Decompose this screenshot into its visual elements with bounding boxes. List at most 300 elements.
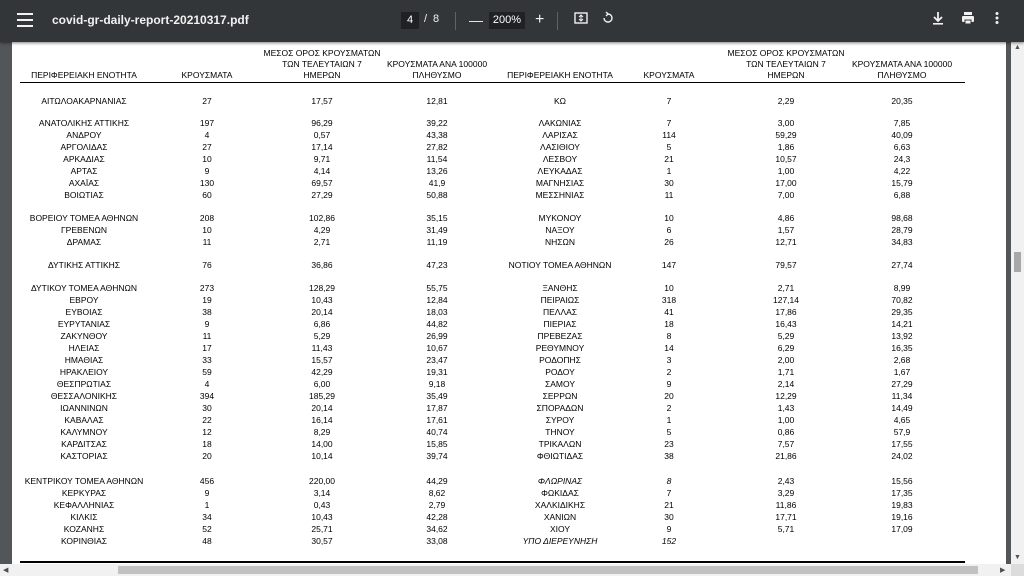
header-per100k-right-l1: ΚΡΟΥΣΜΑΤΑ ΑΝΑ 100000 [851, 59, 953, 69]
right-cell-per100k: 20,35 [891, 96, 913, 106]
left-cell-avg7: 5,29 [313, 331, 331, 341]
right-cell-avg7: 2,71 [777, 283, 795, 293]
left-cell-avg7: 4,14 [313, 166, 331, 176]
left-cell-per100k: 47,23 [426, 260, 448, 270]
right-cell-region: ΠΕΙΡΑΙΩΣ [540, 295, 580, 305]
right-cell-avg7: 5,71 [777, 524, 795, 534]
left-cell-avg7: 14,00 [311, 439, 333, 449]
left-cell-cases: 197 [199, 118, 215, 128]
right-cell-cases: 7 [666, 488, 672, 498]
right-cell-cases: 9 [666, 524, 672, 534]
left-cell-cases: 18 [202, 439, 212, 449]
header-avg7-left-l1: ΜΕΣΟΣ ΟΡΟΣ ΚΡΟΥΣΜΑΤΩΝ [263, 48, 381, 58]
left-cell-per100k: 9,18 [428, 379, 446, 389]
left-cell-region: ΚΕΡΚΥΡΑΣ [61, 488, 107, 498]
right-cell-region: ΦΘΙΩΤΙΔΑΣ [536, 451, 584, 461]
left-cell-cases: 394 [199, 391, 215, 401]
right-cell-cases: 7 [666, 118, 672, 128]
right-cell-region: ΤΡΙΚΑΛΩΝ [538, 439, 582, 449]
left-cell-avg7: 42,29 [311, 367, 333, 377]
right-cell-per100k: 4,65 [893, 415, 911, 425]
left-cell-per100k: 44,82 [426, 319, 448, 329]
right-cell-cases: 21 [664, 500, 674, 510]
right-cell-per100k: 19,83 [891, 500, 913, 510]
left-cell-region: ΔΥΤΙΚΗΣ ΑΤΤΙΚΗΣ [47, 260, 121, 270]
left-cell-per100k: 31,49 [426, 225, 448, 235]
left-cell-region: ΚΕΦΑΛΛΗΝΙΑΣ [53, 500, 115, 510]
left-cell-cases: 273 [199, 283, 215, 293]
left-cell-avg7: 16,14 [311, 415, 333, 425]
left-cell-per100k: 40,74 [426, 427, 448, 437]
right-cell-region: ΣΥΡΟΥ [545, 415, 575, 425]
header-region-left: ΠΕΡΙΦΕΡΕΙΑΚΗ ΕΝΟΤΗΤΑ [31, 70, 137, 80]
right-cell-cases: 8 [666, 476, 672, 486]
right-cell-cases: 30 [664, 512, 674, 522]
left-cell-per100k: 39,22 [426, 118, 448, 128]
left-cell-region: ΚΙΛΚΙΣ [70, 512, 98, 522]
left-cell-region: ΕΥΒΟΙΑΣ [65, 307, 103, 317]
left-cell-per100k: 41,9 [428, 178, 446, 188]
more-icon[interactable] [995, 11, 999, 29]
header-region-right: ΠΕΡΙΦΕΡΕΙΑΚΗ ΕΝΟΤΗΤΑ [507, 70, 613, 80]
page-separator: / [424, 13, 428, 25]
left-cell-region: ΑΝΑΤΟΛΙΚΗΣ ΑΤΤΙΚΗΣ [38, 118, 130, 128]
left-cell-avg7: 4,29 [313, 225, 331, 235]
right-cell-per100k: 57,9 [893, 427, 911, 437]
right-cell-cases: 9 [666, 379, 672, 389]
right-cell-region: ΠΕΛΛΑΣ [542, 307, 578, 317]
header-rule [20, 82, 965, 83]
left-cell-region: ΖΑΚΥΝΘΟΥ [60, 331, 108, 341]
download-icon[interactable] [932, 11, 944, 29]
left-cell-region: ΚΕΝΤΡΙΚΟΥ ΤΟΜΕΑ ΑΘΗΝΩΝ [24, 476, 144, 486]
right-cell-per100k: 24,02 [891, 451, 913, 461]
right-cell-region: ΡΕΘΥΜΝΟΥ [535, 343, 585, 353]
toolbar-divider [455, 12, 456, 30]
zoom-out-icon[interactable]: — [469, 12, 483, 28]
right-cell-per100k: 1,67 [893, 367, 911, 377]
right-cell-per100k: 17,35 [891, 488, 913, 498]
right-cell-avg7: 2,43 [777, 476, 795, 486]
right-cell-cases: 1 [666, 415, 672, 425]
right-cell-avg7: 3,00 [777, 118, 795, 128]
left-cell-per100k: 11,54 [426, 154, 448, 164]
right-cell-cases: 5 [666, 142, 672, 152]
left-cell-per100k: 34,62 [426, 524, 448, 534]
right-cell-cases: 10 [664, 213, 674, 223]
right-cell-per100k: 19,16 [891, 512, 913, 522]
header-cases-right: ΚΡΟΥΣΜΑΤΑ [643, 70, 695, 80]
zoom-input[interactable]: 200% [489, 12, 525, 29]
left-cell-per100k: 39,74 [426, 451, 448, 461]
left-cell-region: ΑΡΚΑΔΙΑΣ [63, 154, 105, 164]
right-cell-region: ΥΠΟ ΔΙΕΡΕΥΝΗΣΗ [522, 536, 598, 546]
right-cell-avg7: 5,29 [777, 331, 795, 341]
left-cell-cases: 33 [202, 355, 212, 365]
left-cell-cases: 19 [202, 295, 212, 305]
left-cell-per100k: 23,47 [426, 355, 448, 365]
left-cell-region: ΑΙΤΩΛΟΑΚΑΡΝΑΝΙΑΣ [41, 96, 127, 106]
right-cell-per100k: 8,99 [893, 283, 911, 293]
right-cell-avg7: 79,57 [775, 260, 797, 270]
right-cell-avg7: 1,00 [777, 166, 795, 176]
left-cell-per100k: 19,31 [426, 367, 448, 377]
fit-page-icon[interactable] [574, 11, 588, 29]
left-cell-cases: 48 [202, 536, 212, 546]
right-cell-cases: 318 [661, 295, 677, 305]
left-cell-cases: 12 [202, 427, 212, 437]
left-cell-avg7: 17,57 [311, 96, 333, 106]
left-cell-avg7: 96,29 [311, 118, 333, 128]
left-cell-region: ΗΡΑΚΛΕΙΟΥ [59, 367, 109, 377]
left-cell-avg7: 30,57 [311, 536, 333, 546]
right-cell-avg7: 0,86 [777, 427, 795, 437]
right-cell-per100k: 27,74 [891, 260, 913, 270]
left-cell-per100k: 17,61 [426, 415, 448, 425]
left-cell-per100k: 15,85 [426, 439, 448, 449]
header-per100k-left-l2: ΠΛΗΘΥΣΜΟ [412, 70, 462, 80]
right-cell-avg7: 1,57 [777, 225, 795, 235]
left-cell-cases: 11 [202, 331, 212, 341]
left-cell-per100k: 50,88 [426, 190, 448, 200]
right-cell-region: ΠΡΕΒΕΖΑΣ [537, 331, 583, 341]
pdf-toolbar [0, 0, 1024, 42]
header-avg7-right-l3: ΗΜΕΡΩΝ [767, 70, 805, 80]
left-cell-region: ΚΟΡΙΝΘΙΑΣ [60, 536, 108, 546]
left-cell-region: ΚΟΖΑΝΗΣ [63, 524, 105, 534]
scroll-left-icon[interactable]: ◀ [3, 567, 9, 574]
left-cell-region: ΓΡΕΒΕΝΩΝ [61, 225, 107, 235]
left-cell-per100k: 26,99 [426, 331, 448, 341]
left-cell-region: ΗΛΕΙΑΣ [68, 343, 100, 353]
vertical-scroll-thumb[interactable] [1014, 252, 1021, 272]
left-cell-region: ΑΡΓΟΛΙΔΑΣ [60, 142, 108, 152]
right-cell-per100k: 34,83 [891, 237, 913, 247]
left-cell-cases: 27 [202, 142, 212, 152]
right-cell-cases: 7 [666, 96, 672, 106]
right-cell-region: ΜΑΓΝΗΣΙΑΣ [535, 178, 585, 188]
right-cell-avg7: 2,00 [777, 355, 795, 365]
left-cell-per100k: 55,75 [426, 283, 448, 293]
left-cell-per100k: 42,28 [426, 512, 448, 522]
left-cell-region: ΒΟΙΩΤΙΑΣ [64, 190, 104, 200]
horizontal-scroll-thumb[interactable] [118, 566, 978, 574]
left-cell-per100k: 17,87 [426, 403, 448, 413]
right-cell-avg7: 16,43 [775, 319, 797, 329]
right-cell-per100k: 7,85 [893, 118, 911, 128]
right-cell-avg7: 1,00 [777, 415, 795, 425]
left-cell-region: ΔΥΤΙΚΟΥ ΤΟΜΕΑ ΑΘΗΝΩΝ [30, 283, 138, 293]
right-cell-region: ΝΗΣΩΝ [544, 237, 576, 247]
right-cell-region: ΦΛΩΡΙΝΑΣ [537, 476, 583, 486]
left-cell-cases: 60 [202, 190, 212, 200]
pdf-page [12, 42, 1006, 564]
right-cell-per100k: 29,35 [891, 307, 913, 317]
left-cell-avg7: 220,00 [309, 476, 335, 486]
document-title: covid-gr-daily-report-20210317.pdf [52, 13, 249, 27]
right-cell-avg7: 4,86 [777, 213, 795, 223]
left-cell-per100k: 2,79 [428, 500, 446, 510]
right-cell-region: ΤΗΝΟΥ [545, 427, 575, 437]
right-cell-per100k: 16,35 [891, 343, 913, 353]
vertical-scrollbar[interactable] [1011, 42, 1024, 564]
scroll-up-icon[interactable]: ▲ [1014, 44, 1021, 51]
left-cell-region: ΚΑΒΑΛΑΣ [64, 415, 104, 425]
left-cell-avg7: 11,43 [311, 343, 333, 353]
right-cell-avg7: 2,14 [777, 379, 795, 389]
rotate-icon[interactable] [601, 11, 615, 29]
left-cell-cases: 130 [199, 178, 215, 188]
right-cell-cases: 14 [664, 343, 674, 353]
right-cell-per100k: 15,79 [891, 178, 913, 188]
left-cell-per100k: 27,82 [426, 142, 448, 152]
right-cell-cases: 2 [666, 367, 672, 377]
scrollbar-corner [1011, 564, 1024, 576]
right-cell-cases: 41 [664, 307, 674, 317]
pdf-viewer[interactable] [0, 42, 1011, 564]
header-per100k-right-l2: ΠΛΗΘΥΣΜΟ [877, 70, 927, 80]
right-cell-region: ΜΕΣΣΗΝΙΑΣ [535, 190, 585, 200]
right-cell-cases: 18 [664, 319, 674, 329]
left-cell-cases: 38 [202, 307, 212, 317]
left-cell-cases: 20 [202, 451, 212, 461]
left-cell-region: ΗΜΑΘΙΑΣ [64, 355, 104, 365]
left-cell-cases: 456 [199, 476, 215, 486]
left-cell-avg7: 10,43 [311, 512, 333, 522]
right-cell-cases: 10 [664, 283, 674, 293]
left-cell-per100k: 18,03 [426, 307, 448, 317]
right-cell-per100k: 6,63 [893, 142, 911, 152]
right-cell-cases: 147 [661, 260, 677, 270]
right-cell-avg7: 59,29 [775, 130, 797, 140]
right-cell-per100k: 15,56 [891, 476, 913, 486]
right-cell-per100k: 40,09 [891, 130, 913, 140]
table-bottom-rule [20, 561, 965, 563]
right-cell-region: ΚΩ [553, 96, 567, 106]
left-cell-region: ΚΑΡΔΙΤΣΑΣ [61, 439, 107, 449]
left-cell-avg7: 0,43 [313, 500, 331, 510]
left-cell-cases: 17 [202, 343, 212, 353]
right-cell-per100k: 14,49 [891, 403, 913, 413]
right-cell-avg7: 21,86 [775, 451, 797, 461]
left-cell-cases: 11 [202, 237, 212, 247]
right-cell-cases: 21 [664, 154, 674, 164]
left-cell-per100k: 44,29 [426, 476, 448, 486]
right-cell-per100k: 70,82 [891, 295, 913, 305]
left-cell-avg7: 20,14 [311, 403, 333, 413]
right-cell-cases: 1 [666, 166, 672, 176]
right-cell-per100k: 13,92 [891, 331, 913, 341]
right-cell-region: ΦΩΚΙΔΑΣ [541, 488, 579, 498]
right-cell-per100k: 11,34 [891, 391, 913, 401]
header-avg7-left-l3: ΗΜΕΡΩΝ [303, 70, 341, 80]
right-cell-region: ΛΕΥΚΑΔΑΣ [537, 166, 583, 176]
right-cell-per100k: 2,68 [893, 355, 911, 365]
right-cell-avg7: 12,71 [775, 237, 797, 247]
left-cell-cases: 59 [202, 367, 212, 377]
left-cell-avg7: 17,14 [311, 142, 333, 152]
right-cell-cases: 23 [664, 439, 674, 449]
right-cell-avg7: 7,00 [777, 190, 795, 200]
right-cell-avg7: 1,86 [777, 142, 795, 152]
left-cell-cases: 22 [202, 415, 212, 425]
left-cell-cases: 4 [204, 379, 210, 389]
left-cell-region: ΕΒΡΟΥ [69, 295, 99, 305]
right-cell-cases: 20 [664, 391, 674, 401]
left-cell-per100k: 35,15 [426, 213, 448, 223]
left-cell-cases: 10 [202, 154, 212, 164]
left-cell-avg7: 128,29 [309, 283, 335, 293]
right-cell-region: ΛΕΣΒΟΥ [542, 154, 578, 164]
left-cell-per100k: 10,67 [426, 343, 448, 353]
left-cell-per100k: 33,08 [426, 536, 448, 546]
left-cell-per100k: 8,62 [428, 488, 446, 498]
left-cell-cases: 76 [202, 260, 212, 270]
right-cell-region: ΛΑΣΙΘΙΟΥ [540, 142, 580, 152]
left-cell-avg7: 9,71 [313, 154, 331, 164]
left-cell-cases: 27 [202, 96, 212, 106]
header-avg7-left-l2: ΤΩΝ ΤΕΛΕΥΤΑΙΩΝ 7 [282, 59, 362, 69]
right-cell-region: ΣΑΜΟΥ [544, 379, 575, 389]
right-cell-per100k: 27,29 [891, 379, 913, 389]
left-cell-region: ΒΟΡΕΙΟΥ ΤΟΜΕΑ ΑΘΗΝΩΝ [29, 213, 139, 223]
right-cell-cases: 114 [662, 130, 676, 140]
zoom-in-icon[interactable]: + [535, 11, 545, 28]
right-cell-region: ΣΕΡΡΩΝ [542, 391, 578, 401]
right-cell-per100k: 17,09 [891, 524, 913, 534]
right-cell-avg7: 17,71 [775, 512, 797, 522]
right-cell-per100k: 14,21 [891, 319, 913, 329]
right-cell-cases: 3 [666, 355, 672, 365]
left-cell-avg7: 20,14 [311, 307, 333, 317]
right-cell-avg7: 17,86 [775, 307, 797, 317]
right-cell-cases: 152 [661, 536, 677, 546]
right-cell-avg7: 1,43 [777, 403, 795, 413]
left-cell-avg7: 0,57 [313, 130, 331, 140]
left-cell-avg7: 185,29 [309, 391, 335, 401]
print-icon[interactable] [961, 11, 975, 29]
header-avg7-right-l1: ΜΕΣΟΣ ΟΡΟΣ ΚΡΟΥΣΜΑΤΩΝ [727, 48, 845, 58]
left-cell-avg7: 10,14 [311, 451, 333, 461]
scroll-down-icon[interactable]: ▼ [1014, 554, 1021, 561]
left-cell-avg7: 27,29 [311, 190, 333, 200]
menu-icon[interactable] [17, 13, 33, 29]
right-cell-region: ΛΑΡΙΣΑΣ [542, 130, 578, 140]
right-cell-cases: 26 [664, 237, 674, 247]
right-cell-avg7: 12,29 [775, 391, 797, 401]
left-cell-region: ΚΑΛΥΜΝΟΥ [60, 427, 108, 437]
right-cell-region: ΞΑΝΘΗΣ [542, 283, 578, 293]
right-cell-cases: 11 [664, 190, 674, 200]
left-cell-avg7: 8,29 [313, 427, 331, 437]
right-cell-avg7: 11,86 [775, 500, 797, 510]
right-cell-avg7: 2,29 [777, 96, 795, 106]
left-cell-avg7: 2,71 [313, 237, 331, 247]
left-cell-cases: 9 [204, 319, 210, 329]
right-cell-avg7: 127,14 [773, 295, 799, 305]
right-cell-cases: 8 [666, 331, 672, 341]
right-cell-cases: 30 [664, 178, 674, 188]
left-cell-avg7: 6,00 [313, 379, 331, 389]
left-cell-cases: 52 [202, 524, 212, 534]
page-number-input[interactable]: 4 [401, 12, 419, 29]
left-cell-region: ΘΕΣΣΑΛΟΝΙΚΗΣ [50, 391, 118, 401]
toolbar-divider [557, 12, 558, 30]
left-cell-per100k: 12,84 [426, 295, 448, 305]
left-cell-per100k: 35,49 [426, 391, 448, 401]
right-cell-region: ΠΙΕΡΙΑΣ [543, 319, 577, 329]
right-cell-avg7: 1,71 [777, 367, 795, 377]
left-cell-cases: 4 [204, 130, 210, 140]
left-cell-avg7: 102,86 [309, 213, 335, 223]
right-cell-cases: 6 [666, 225, 672, 235]
header-avg7-right-l2: ΤΩΝ ΤΕΛΕΥΤΑΙΩΝ 7 [746, 59, 826, 69]
left-cell-avg7: 10,43 [311, 295, 333, 305]
left-cell-per100k: 11,19 [426, 237, 448, 247]
page-total: 8 [433, 13, 440, 25]
header-cases-left: ΚΡΟΥΣΜΑΤΑ [181, 70, 233, 80]
left-cell-region: ΑΝΔΡΟΥ [66, 130, 102, 140]
right-cell-region: ΧΑΛΚΙΔΙΚΗΣ [534, 500, 586, 510]
left-cell-avg7: 36,86 [311, 260, 333, 270]
right-cell-per100k: 24,3 [893, 154, 911, 164]
left-cell-region: ΑΧΑΪΑΣ [68, 178, 100, 188]
right-cell-region: ΣΠΟΡΑΔΩΝ [536, 403, 584, 413]
right-cell-per100k: 17,55 [891, 439, 913, 449]
left-cell-region: ΘΕΣΠΡΩΤΙΑΣ [56, 379, 112, 389]
right-cell-per100k: 28,79 [891, 225, 913, 235]
left-cell-cases: 1 [204, 500, 210, 510]
right-cell-per100k: 4,22 [893, 166, 911, 176]
left-cell-per100k: 12,81 [426, 96, 448, 106]
right-cell-region: ΛΑΚΩΝΙΑΣ [538, 118, 582, 128]
right-cell-avg7: 17,00 [775, 178, 797, 188]
left-cell-avg7: 25,71 [311, 524, 333, 534]
left-cell-cases: 208 [199, 213, 215, 223]
right-cell-per100k: 98,68 [891, 213, 913, 223]
right-cell-avg7: 6,29 [777, 343, 795, 353]
right-cell-region: ΝΑΞΟΥ [545, 225, 575, 235]
left-cell-region: ΙΩΑΝΝΙΝΩΝ [60, 403, 108, 413]
scroll-right-icon[interactable]: ▶ [1000, 567, 1006, 574]
right-cell-region: ΡΟΔΟΠΗΣ [539, 355, 581, 365]
left-cell-avg7: 15,57 [311, 355, 333, 365]
left-cell-cases: 10 [202, 225, 212, 235]
right-cell-cases: 2 [666, 403, 672, 413]
right-cell-region: ΡΟΔΟΥ [545, 367, 575, 377]
left-cell-cases: 34 [202, 512, 212, 522]
left-cell-cases: 30 [202, 403, 212, 413]
right-cell-per100k: 6,88 [893, 190, 911, 200]
left-cell-region: ΑΡΤΑΣ [70, 166, 98, 176]
right-cell-avg7: 3,29 [777, 488, 795, 498]
left-cell-avg7: 6,86 [313, 319, 331, 329]
left-cell-region: ΔΡΑΜΑΣ [66, 237, 102, 247]
header-per100k-left-l1: ΚΡΟΥΣΜΑΤΑ ΑΝΑ 100000 [386, 59, 488, 69]
right-cell-region: ΧΑΝΙΩΝ [543, 512, 577, 522]
right-cell-cases: 5 [666, 427, 672, 437]
horizontal-scrollbar[interactable] [0, 564, 1011, 576]
right-cell-cases: 38 [664, 451, 674, 461]
left-cell-per100k: 43,38 [426, 130, 448, 140]
left-cell-region: ΚΑΣΤΟΡΙΑΣ [60, 451, 108, 461]
right-cell-region: ΝΟΤΙΟΥ ΤΟΜΕΑ ΑΘΗΝΩΝ [508, 260, 612, 270]
right-cell-avg7: 10,57 [775, 154, 797, 164]
left-cell-avg7: 3,14 [313, 488, 331, 498]
left-cell-avg7: 69,57 [311, 178, 333, 188]
left-cell-cases: 9 [204, 488, 210, 498]
left-cell-region: ΕΥΡΥΤΑΝΙΑΣ [57, 319, 111, 329]
